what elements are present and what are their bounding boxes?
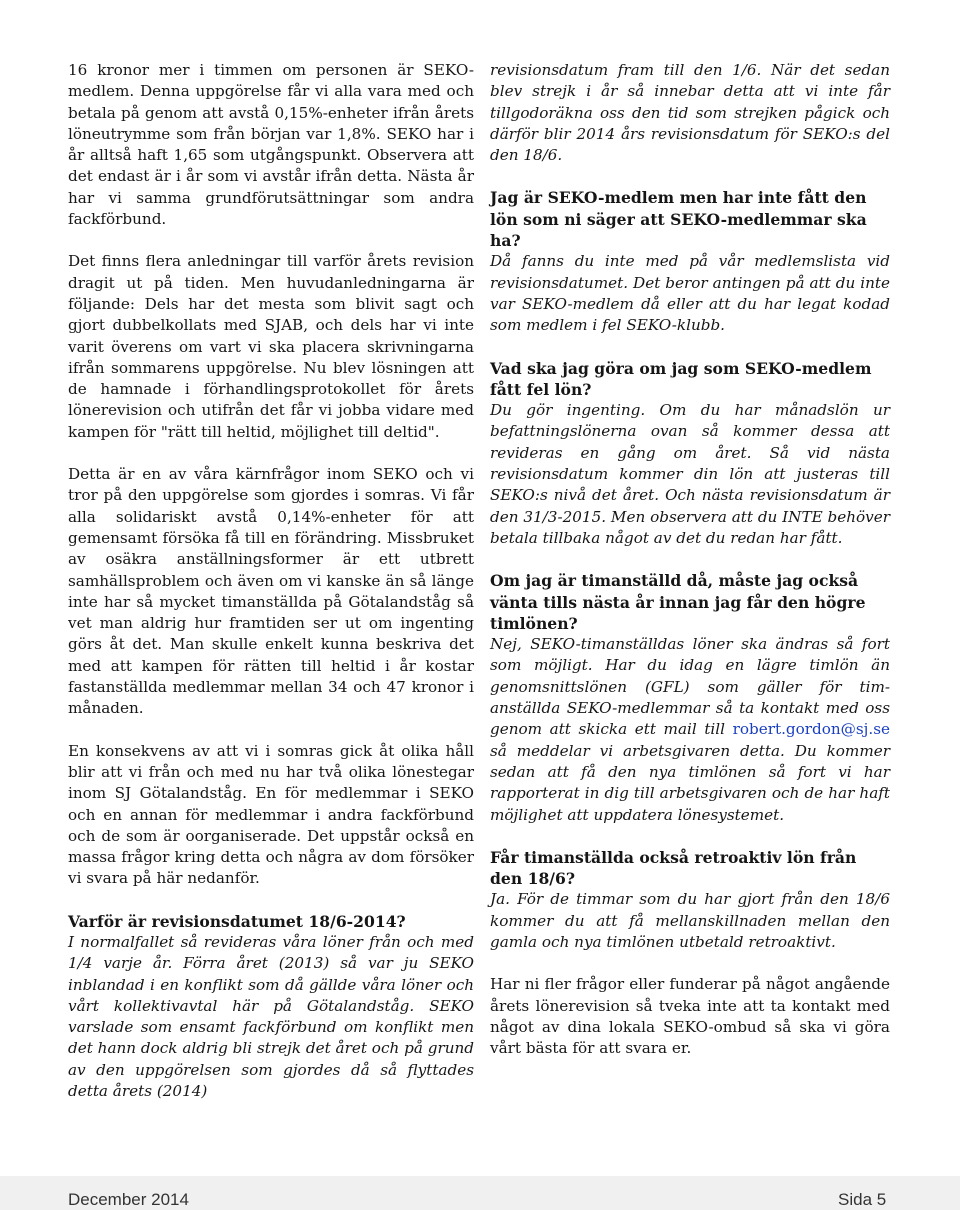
intro-paragraph: 16 kronor mer i timmen om personen är SEKO-medlem. Denna uppgörelse får vi alla vara med och betala på genom att avstå 0,15%-enheter ifrån årets löneutrymme som från början var 1,8%. SEKO har i år alltså haft 1,65 som utgångspunkt. Observera att det endast är i år som vi avstår ifrån detta. Nästa år har vi samma grundförutsättningar som andra fackförbund. xyxy=(68,61,474,229)
answer-revision-date-part1: I normalfallet så revideras våra löner från och med 1/4 varje år. Förra året (2013) så var ju SEKO inblandad i en konflikt som då gällde våra löner och vårt kollektivavtal här på Götalandståg. SEKO varslade som ensamt fackförbund om konflikt men det hann dock aldrig bli strejk det året och på grund av den uppgörelsen som gjordes då så flyttades detta årets (2014) xyxy=(68,932,474,1101)
answer-revision-date-part2: revisionsdatum fram till den 1/6. När det sedan blev strejk i år så innebar detta att vi inte får tillgodoräkna oss den tid som strejken pågick och därför blir 2014 års revisionsdatum för SEKO:s del den 18/6. xyxy=(490,61,890,165)
question-heading-wrong-salary-member: Jag är SEKO-medlem men har inte fått den lön som ni säger att SEKO-medlemmar ska ha? xyxy=(490,188,867,251)
answer-retroactive: Ja. För de timmar som du har gjort från den 18/6 kommer du att få mellanskillnaden mellan den gamla och nya timlönen utbetald retroaktivt. xyxy=(490,890,890,951)
question-heading-hourly-employee: Om jag är timanställd då, måste jag också vänta tills nästa år innan jag får den högre timlönen? xyxy=(490,571,866,633)
page-footer xyxy=(0,1176,960,1210)
question-heading-revision-date: Varför är revisionsdatumet 18/6-2014? xyxy=(68,911,406,931)
question-heading-retroactive: Får timanställda också retroaktiv lön från den 18/6? xyxy=(490,847,857,889)
consequence-paragraph: En konsekvens av att vi i somras gick åt olika håll blir att vi från och med nu har två olika lönestegar inom SJ Götalandståg. En för medlemmar i SEKO och en annan för medlemmar i andra fackförbund och de som är oorganiserade. Det uppstår också en massa frågor kring detta och några av dom försöker vi svara på här nedanför. xyxy=(68,741,474,888)
email-link[interactable]: robert.gordon@sj.se xyxy=(732,720,890,739)
answer-hourly-text-before: Nej, SEKO-timanställdas löner ska ändras så fort som möjligt. Har du idag en lägre timlön än genomsnittslönen (GFL) som gäller för tim-anställda SEKO-medlemmar så ta kontakt med oss genom att skicka ett mail till xyxy=(490,635,890,739)
answer-member-list: Då fanns du inte med på vår medlemslista vid revisionsdatumet. Det beror antingen på att du inte var SEKO-medlem då eller att du har legat kodad som medlem i fel SEKO-klubb. xyxy=(490,252,890,335)
reasons-paragraph: Det finns flera anledningar till varför årets revision dragit ut på tiden. Men huvudanledningarna är följande: Dels har det mesta som blivit sagt och gjort dubbelkollats med SJAB, och dels har vi inte varit överens om vart vi ska placera skrivningarna ifrån sommarens uppgörelse. Nu blev lösningen att de hamnade i förhandlingsprotokollet för årets lönerevision och utifrån det får vi jobba vidare med kampen för "rätt till heltid, möjlighet till deltid". xyxy=(68,252,474,441)
question-heading-what-to-do: Vad ska jag göra om jag som SEKO-medlem fått fel lön? xyxy=(490,358,872,399)
right-column xyxy=(490,60,890,1059)
closing-paragraph: Har ni fler frågor eller funderar på något angående årets lönerevision så tveka inte att ta kontakt med något av dina lokala SEKO-ombud så ska vi göra vårt bästa för att svara er. xyxy=(490,975,890,1058)
page-number: Sida 5 xyxy=(838,1190,887,1209)
answer-what-to-do: Du gör ingenting. Om du har månadslön ur befattningslönerna ovan så kommer dessa att revideras en gång om året. Så vid nästa revisionsdatum kommer din lön att justeras till SEKO:s nivå det året. Och nästa revisionsdatum är den 31/3-2015. Men observera att du INTE behöver betala tillbaka något av det du redan har fått. xyxy=(490,401,890,547)
answer-hourly-employee xyxy=(490,634,890,826)
left-column xyxy=(68,60,474,1102)
footer-date: December 2014 xyxy=(68,1190,189,1209)
core-issue-paragraph: Detta är en av våra kärnfrågor inom SEKO och vi tror på den uppgörelse som gjordes i somras. Vi får alla solidariskt avstå 0,14%-enheter för att gemensamt försöka få till en förändring. Missbruket av osäkra anställningsformer är ett utbrett samhällsproblem och även om vi kanske än så länge inte har så mycket timanställda på Götalandståg så vet man aldrig hur framtiden ser ut om ingenting görs åt det. Man skulle enkelt kunna beskriva det med att kampen för rätten till heltid i år kostar fastanställda medlemmar mellan 34 och 47 kronor i månaden. xyxy=(68,465,474,718)
answer-hourly-text-after: så meddelar vi arbetsgivaren detta. Du kommer sedan att få den nya timlönen så fort vi har rapporterat in dig till arbetsgivaren och de har haft möjlighet att uppdatera lönesystemet. xyxy=(490,741,890,824)
